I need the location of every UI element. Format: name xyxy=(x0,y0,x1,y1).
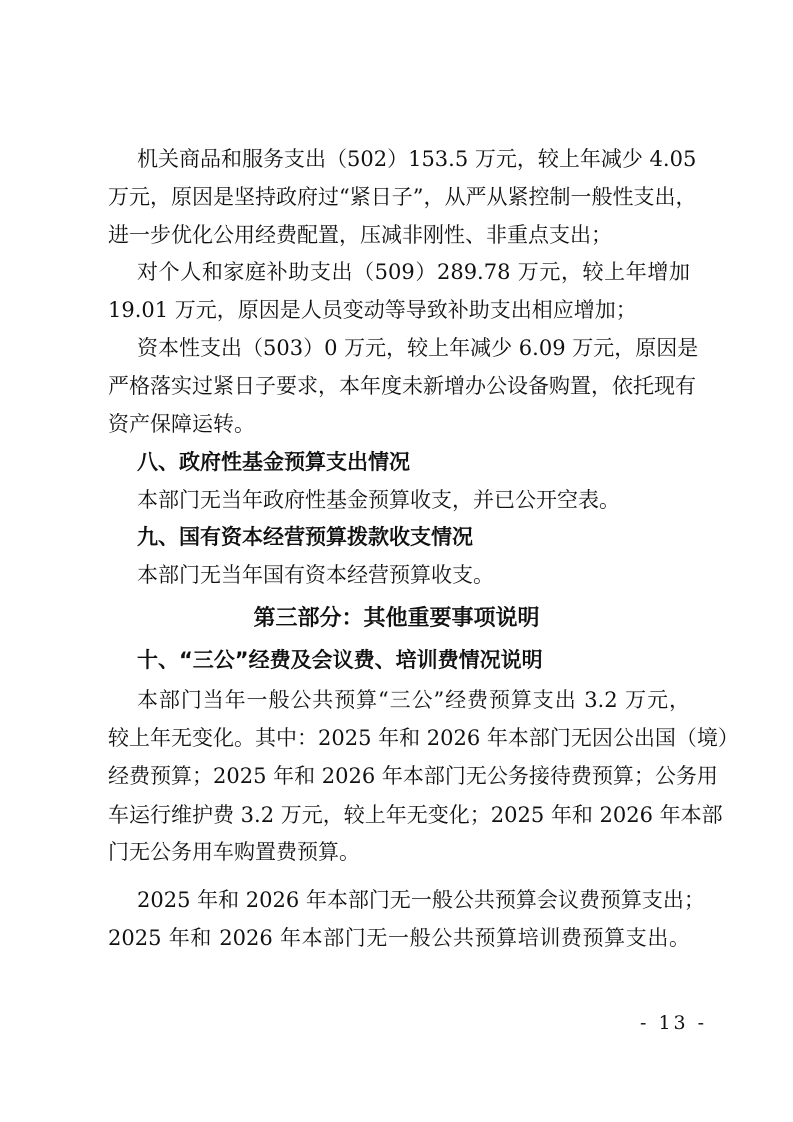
text-line: 本部门无当年政府性基金预算收支，并已公开空表。 xyxy=(137,488,620,512)
text-line: 车运行维护费 3.2 万元，较上年无变化；2025 年和 2026 年本部 xyxy=(108,803,723,827)
text-line: 对个人和家庭补助支出（509）289.78 万元，较上年增加 xyxy=(137,260,690,284)
text-line: 19.01 万元，原因是人员变动等导致补助支出相应增加； xyxy=(108,298,637,322)
text-line: 本部门当年一般公共预算“三公”经费预算支出 3.2 万元， xyxy=(137,688,690,712)
text-line: 2025 年和 2026 年本部门无一般公共预算会议费预算支出； xyxy=(137,888,705,912)
part-title: 第三部分：其他重要事项说明 xyxy=(253,606,540,631)
text-line: 本部门无当年国有资本经营预算收支。 xyxy=(137,563,494,587)
text-line: 资本性支出（503）0 万元，较上年减少 6.09 万元，原因是 xyxy=(137,336,699,360)
text-line: 门无公务用车购置费预算。 xyxy=(108,840,360,864)
section-heading-8: 八、政府性基金预算支出情况 xyxy=(137,450,410,474)
text-line: 严格落实过紧日子要求，本年度未新增办公设备购置，依托现有 xyxy=(108,374,696,398)
page-number: - 13 - xyxy=(640,1012,708,1034)
text-line: 经费预算；2025 年和 2026 年本部门无公务接待费预算；公务用 xyxy=(108,764,718,788)
text-line: 较上年无变化。其中：2025 年和 2026 年本部门无因公出国（境） xyxy=(108,726,739,750)
text-line: 资产保障运转。 xyxy=(108,412,255,436)
text-line: 机关商品和服务支出（502）153.5 万元，较上年减少 4.05 xyxy=(137,147,697,171)
text-line: 2025 年和 2026 年本部门无一般公共预算培训费预算支出。 xyxy=(108,926,690,950)
text-line: 进一步优化公用经费配置，压减非刚性、非重点支出； xyxy=(108,223,612,247)
section-heading-10: 十、“三公”经费及会议费、培训费情况说明 xyxy=(137,648,543,672)
text-line: 万元，原因是坚持政府过“紧日子”，从严从紧控制一般性支出， xyxy=(108,185,697,209)
section-heading-9: 九、国有资本经营预算拨款收支情况 xyxy=(137,525,473,549)
